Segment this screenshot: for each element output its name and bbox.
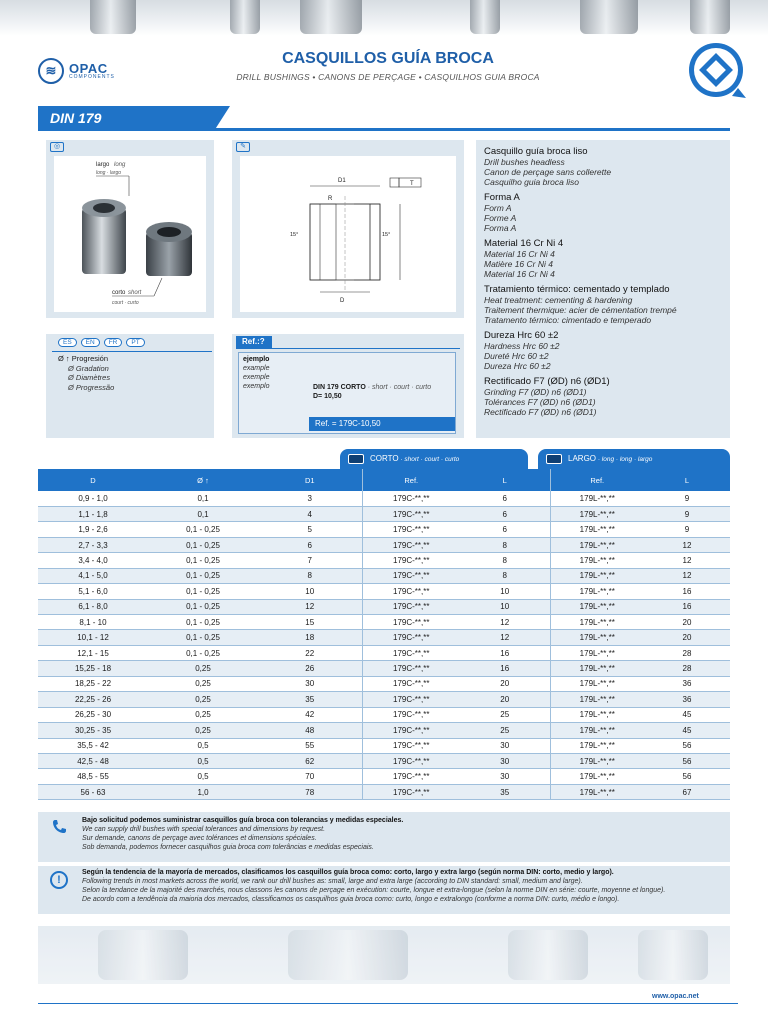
desc-block-3: Tratamiento térmico: cementado y templado Heat treatment: cementing & hardening Traitement thermique: acier de cémentation trempé Tratamento térmico: cimentado e temperado	[484, 284, 677, 325]
ref-result: Ref. = 179C-10,50	[309, 417, 455, 431]
dim-d: D	[340, 298, 345, 304]
exclamation-icon: !	[50, 871, 68, 889]
table-cell: 0,25	[148, 661, 258, 676]
table-cell: 12,1 - 15	[38, 645, 148, 660]
table-header-row	[38, 469, 730, 491]
tol-label: T	[410, 181, 414, 187]
table-cell: 179C-**,**	[362, 692, 460, 707]
table-row	[38, 522, 730, 537]
table-cell: 5	[258, 522, 362, 537]
table-row	[38, 707, 730, 722]
tab-short: CORTO · short · court · curto	[340, 449, 528, 469]
table-cell: 179C-**,**	[362, 645, 460, 660]
table-cell: 179C-**,**	[362, 784, 460, 799]
table-cell: 9	[644, 506, 730, 521]
table-row	[38, 769, 730, 784]
table-cell: 179L-**,**	[550, 506, 644, 521]
table-cell: 179C-**,**	[362, 707, 460, 722]
col-l-short: L	[460, 469, 550, 491]
desc-block-1: Forma A Form A Forme A Forma A	[484, 192, 520, 233]
product-photo-panel	[46, 140, 214, 318]
table-cell: 12	[644, 568, 730, 583]
table-cell: 22,25 - 26	[38, 692, 148, 707]
table-cell: 179L-**,**	[550, 753, 644, 768]
table-cell: 0,25	[148, 692, 258, 707]
table-cell: 30	[460, 753, 550, 768]
table-cell: 0,1	[148, 506, 258, 521]
table-cell: 179C-**,**	[362, 491, 460, 506]
table-cell: 0,5	[148, 753, 258, 768]
table-cell: 20	[644, 630, 730, 645]
table-cell: 9	[644, 491, 730, 506]
bushing-section-drawing	[240, 156, 456, 312]
table-cell: 179L-**,**	[550, 676, 644, 691]
table-cell: 0,1	[148, 491, 258, 506]
table-cell: 6	[258, 537, 362, 552]
dim-d1: D1	[338, 178, 346, 184]
table-cell: 179C-**,**	[362, 723, 460, 738]
table-cell: 0,5	[148, 738, 258, 753]
table-cell: 6,1 - 8,0	[38, 599, 148, 614]
table-cell: 4	[258, 506, 362, 521]
desc-block-5: Rectificado F7 (ØD) n6 (ØD1) Grinding F7 (ØD) n6 (ØD1) Tolérances F7 (ØD) n6 (ØD1) Rectificado F7 (ØD) n6 (ØD1)	[484, 376, 610, 417]
page-title: CASQUILLOS GUÍA BROCA	[282, 50, 494, 67]
table-cell: 28	[644, 645, 730, 660]
col-progression: Ø ↑	[148, 469, 258, 491]
short-alt2: court · curto	[112, 300, 139, 306]
table-cell: 179L-**,**	[550, 692, 644, 707]
table-cell: 22	[258, 645, 362, 660]
table-cell: 1,1 - 1,8	[38, 506, 148, 521]
desc-block-0: Casquillo guía broca liso Drill bushes headless Canon de perçage sans collerette Casquilho guia broca liso	[484, 146, 612, 187]
legend-panel	[46, 334, 214, 438]
short-alt1: short	[128, 290, 142, 296]
brand-sub: COMPONENTS	[69, 74, 115, 80]
table-cell: 30	[460, 738, 550, 753]
table-cell: 12	[460, 615, 550, 630]
table-cell: 0,1 - 0,25	[148, 568, 258, 583]
progression-legend: Ø ↑ Progresión Ø Gradation Ø Diamètres Ø Progressão	[58, 354, 115, 392]
table-row	[38, 676, 730, 691]
table-cell: 48,5 - 55	[38, 769, 148, 784]
table-cell: 20	[644, 615, 730, 630]
table-cell: 1,0	[148, 784, 258, 799]
technical-drawing-panel	[232, 140, 464, 318]
classification-note: ! Según la tendencia de la mayoría de mercados, clasificamos los casquillos guía broca como: corto, largo y extra largo (según norma DIN: corto, medio y largo). Following trends in most markets across the world, we rank our drill bushes as: small, large and extra large (according to DIN standard: small, medium and large). Selon la tendance de la majorité des marchés, nous classons les canons de perçage en exécution: courte, longue et extra-longue (selon la norme DIN en série: courte, moyenne et longue). De acordo com a tendência da maioria dos mercados, classificamos os casquilhos guia broca como: curto, longo e extralongo (conforme a norma DIN: curto, médio e longo).	[38, 866, 730, 914]
table-cell: 48	[258, 723, 362, 738]
table-cell: 56	[644, 769, 730, 784]
brand-name: OPAC	[69, 61, 108, 76]
table-cell: 179C-**,**	[362, 522, 460, 537]
table-cell: 179L-**,**	[550, 784, 644, 799]
table-cell: 179L-**,**	[550, 568, 644, 583]
table-cell: 179L-**,**	[550, 522, 644, 537]
col-ref-long: Ref.	[550, 469, 644, 491]
table-cell: 25	[460, 707, 550, 722]
table-cell: 179L-**,**	[550, 707, 644, 722]
short-bushing-icon	[348, 454, 364, 464]
table-cell: 9	[644, 522, 730, 537]
category-diamond-icon	[678, 40, 748, 100]
table-cell: 8	[460, 568, 550, 583]
table-cell: 179C-**,**	[362, 753, 460, 768]
bushings-illustration	[54, 156, 206, 312]
lang-en: EN	[81, 338, 100, 347]
page-header	[38, 40, 730, 100]
table-cell: 0,1 - 0,25	[148, 630, 258, 645]
long-alt1: long	[114, 162, 126, 168]
table-row	[38, 568, 730, 583]
pencil-icon: ✎	[236, 142, 250, 152]
opac-logo-icon: ≋	[38, 58, 64, 84]
phone-icon	[50, 818, 68, 836]
table-cell: 179C-**,**	[362, 506, 460, 521]
table-cell: 30,25 - 35	[38, 723, 148, 738]
table-cell: 56	[644, 738, 730, 753]
table-row	[38, 661, 730, 676]
table-cell: 4,1 - 5,0	[38, 568, 148, 583]
table-cell: 20	[460, 692, 550, 707]
short-label: corto	[112, 290, 126, 296]
table-cell: 12	[460, 630, 550, 645]
angle-right: 15°	[382, 232, 391, 238]
table-cell: 10	[460, 599, 550, 614]
table-row	[38, 784, 730, 799]
ref-tab: Ref.:?	[236, 336, 272, 348]
table-cell: 26	[258, 661, 362, 676]
table-cell: 179L-**,**	[550, 491, 644, 506]
table-cell: 179L-**,**	[550, 645, 644, 660]
table-cell: 3	[258, 491, 362, 506]
table-cell: 12	[258, 599, 362, 614]
table-cell: 18,25 - 22	[38, 676, 148, 691]
desc-block-2: Material 16 Cr Ni 4 Material 16 Cr Ni 4 Matière 16 Cr Ni 4 Material 16 Cr Ni 4	[484, 238, 564, 279]
table-cell: 6	[460, 491, 550, 506]
table-cell: 30	[258, 676, 362, 691]
table-cell: 179L-**,**	[550, 769, 644, 784]
desc-block-4: Dureza Hrc 60 ±2 Hardness Hrc 60 ±2 Dureté Hrc 60 ±2 Dureza Hrc 60 ±2	[484, 330, 560, 371]
table-row	[38, 738, 730, 753]
table-cell: 15,25 - 18	[38, 661, 148, 676]
opac-logo	[38, 58, 115, 84]
table-cell: 62	[258, 753, 362, 768]
table-cell: 0,9 - 1,0	[38, 491, 148, 506]
table-cell: 0,25	[148, 707, 258, 722]
table-row	[38, 491, 730, 506]
table-cell: 12	[644, 553, 730, 568]
lang-fr: FR	[104, 338, 123, 347]
table-cell: 0,1 - 0,25	[148, 645, 258, 660]
table-cell: 179L-**,**	[550, 630, 644, 645]
bottom-banner-photo	[38, 926, 730, 984]
table-row	[38, 599, 730, 614]
table-cell: 16	[644, 584, 730, 599]
long-label: largo	[96, 162, 110, 168]
dim-r: R	[328, 196, 333, 202]
table-cell: 179C-**,**	[362, 738, 460, 753]
table-cell: 6	[460, 522, 550, 537]
table-cell: 16	[460, 645, 550, 660]
table-row	[38, 630, 730, 645]
long-bushing-icon	[546, 454, 562, 464]
table-cell: 28	[644, 661, 730, 676]
page-subtitle: DRILL BUSHINGS • CANONS DE PERÇAGE • CASQUILHOS GUIA BROCA	[236, 72, 540, 82]
top-banner-photo	[0, 0, 768, 36]
table-cell: 8	[460, 537, 550, 552]
table-cell: 179C-**,**	[362, 630, 460, 645]
table-cell: 7	[258, 553, 362, 568]
table-cell: 26,25 - 30	[38, 707, 148, 722]
table-cell: 0,25	[148, 676, 258, 691]
table-cell: 0,1 - 0,25	[148, 522, 258, 537]
table-cell: 3,4 - 4,0	[38, 553, 148, 568]
table-cell: 67	[644, 784, 730, 799]
table-row	[38, 537, 730, 552]
tab-long: LARGO · long · long · largo	[538, 449, 730, 469]
progression-head: Ø ↑ Progresión	[58, 354, 109, 363]
table-cell: 179L-**,**	[550, 615, 644, 630]
table-cell: 179C-**,**	[362, 615, 460, 630]
table-cell: 6	[460, 506, 550, 521]
language-pills	[58, 338, 145, 347]
col-l-long: L	[644, 469, 730, 491]
table-cell: 45	[644, 723, 730, 738]
table-cell: 36	[644, 676, 730, 691]
table-cell: 1,9 - 2,6	[38, 522, 148, 537]
section-band	[38, 104, 730, 132]
lang-es: ES	[58, 338, 77, 347]
technical-drawing	[240, 156, 456, 312]
table-cell: 70	[258, 769, 362, 784]
table-cell: 0,5	[148, 769, 258, 784]
table-cell: 179C-**,**	[362, 661, 460, 676]
table-cell: 179L-**,**	[550, 599, 644, 614]
table-cell: 179C-**,**	[362, 568, 460, 583]
table-cell: 20	[460, 676, 550, 691]
table-cell: 25	[460, 723, 550, 738]
table-cell: 42	[258, 707, 362, 722]
table-cell: 56 - 63	[38, 784, 148, 799]
table-cell: 55	[258, 738, 362, 753]
table-cell: 35	[258, 692, 362, 707]
lang-pt: PT	[126, 338, 144, 347]
table-row	[38, 753, 730, 768]
table-cell: 35,5 - 42	[38, 738, 148, 753]
table-cell: 12	[644, 537, 730, 552]
camera-icon: ◎	[50, 142, 64, 152]
table-cell: 42,5 - 48	[38, 753, 148, 768]
table-cell: 179C-**,**	[362, 553, 460, 568]
table-cell: 179L-**,**	[550, 723, 644, 738]
table-cell: 179L-**,**	[550, 584, 644, 599]
table-cell: 0,1 - 0,25	[148, 584, 258, 599]
table-row	[38, 553, 730, 568]
table-cell: 30	[460, 769, 550, 784]
product-photo	[54, 156, 206, 312]
table-row	[38, 506, 730, 521]
dimensions-table	[38, 469, 730, 800]
long-alt2: long · largo	[96, 170, 122, 176]
table-cell: 78	[258, 784, 362, 799]
table-row	[38, 645, 730, 660]
ref-example-box: ejemplo example exemple exemplo DIN 179 CORTO · short · court · curto D= 10,50 Ref. = 179C-10,50	[238, 352, 456, 434]
table-cell: 179L-**,**	[550, 553, 644, 568]
table-cell: 18	[258, 630, 362, 645]
ref-example-text: DIN 179 CORTO · short · court · curto D= 10,50	[313, 384, 432, 400]
table-cell: 10,1 - 12	[38, 630, 148, 645]
table-cell: 15	[258, 615, 362, 630]
table-cell: 179C-**,**	[362, 584, 460, 599]
table-cell: 10	[460, 584, 550, 599]
table-row	[38, 615, 730, 630]
table-cell: 16	[644, 599, 730, 614]
table-cell: 8	[258, 568, 362, 583]
table-row	[38, 723, 730, 738]
table-cell: 16	[460, 661, 550, 676]
table-cell: 45	[644, 707, 730, 722]
table-cell: 5,1 - 6,0	[38, 584, 148, 599]
table-cell: 0,1 - 0,25	[148, 615, 258, 630]
table-cell: 179C-**,**	[362, 599, 460, 614]
table-cell: 2,7 - 3,3	[38, 537, 148, 552]
section-title: DIN 179	[50, 110, 102, 126]
col-d1: D1	[258, 469, 362, 491]
special-tolerance-note: Bajo solicitud podemos suministrar casquillos guía broca con tolerancias y medidas especiales. We can supply drill bushes with special tolerances and dimensions by request. Sur demande, canons de perçage avec tolérances et dimensions spéciales. Sob demanda, podemos fornecer casquilhos guia broca com tolerâncias e medidas especiais.	[38, 812, 730, 862]
table-row	[38, 692, 730, 707]
table-cell: 8,1 - 10	[38, 615, 148, 630]
table-cell: 179L-**,**	[550, 537, 644, 552]
angle-left: 15°	[290, 232, 299, 238]
reference-panel	[232, 334, 464, 438]
table-row	[38, 584, 730, 599]
table-cell: 0,25	[148, 723, 258, 738]
table-cell: 35	[460, 784, 550, 799]
table-cell: 0,1 - 0,25	[148, 553, 258, 568]
table-cell: 36	[644, 692, 730, 707]
footer-website-link[interactable]: www.opac.net	[652, 993, 699, 1000]
table-cell: 179C-**,**	[362, 769, 460, 784]
table-cell: 0,1 - 0,25	[148, 537, 258, 552]
table-cell: 8	[460, 553, 550, 568]
table-cell: 179L-**,**	[550, 738, 644, 753]
table-cell: 179L-**,**	[550, 661, 644, 676]
table-cell: 56	[644, 753, 730, 768]
table-cell: 179C-**,**	[362, 676, 460, 691]
table-cell: 0,1 - 0,25	[148, 599, 258, 614]
table-cell: 179C-**,**	[362, 537, 460, 552]
col-d: D	[38, 469, 148, 491]
product-description	[476, 140, 730, 438]
table-cell: 10	[258, 584, 362, 599]
col-ref-short: Ref.	[362, 469, 460, 491]
